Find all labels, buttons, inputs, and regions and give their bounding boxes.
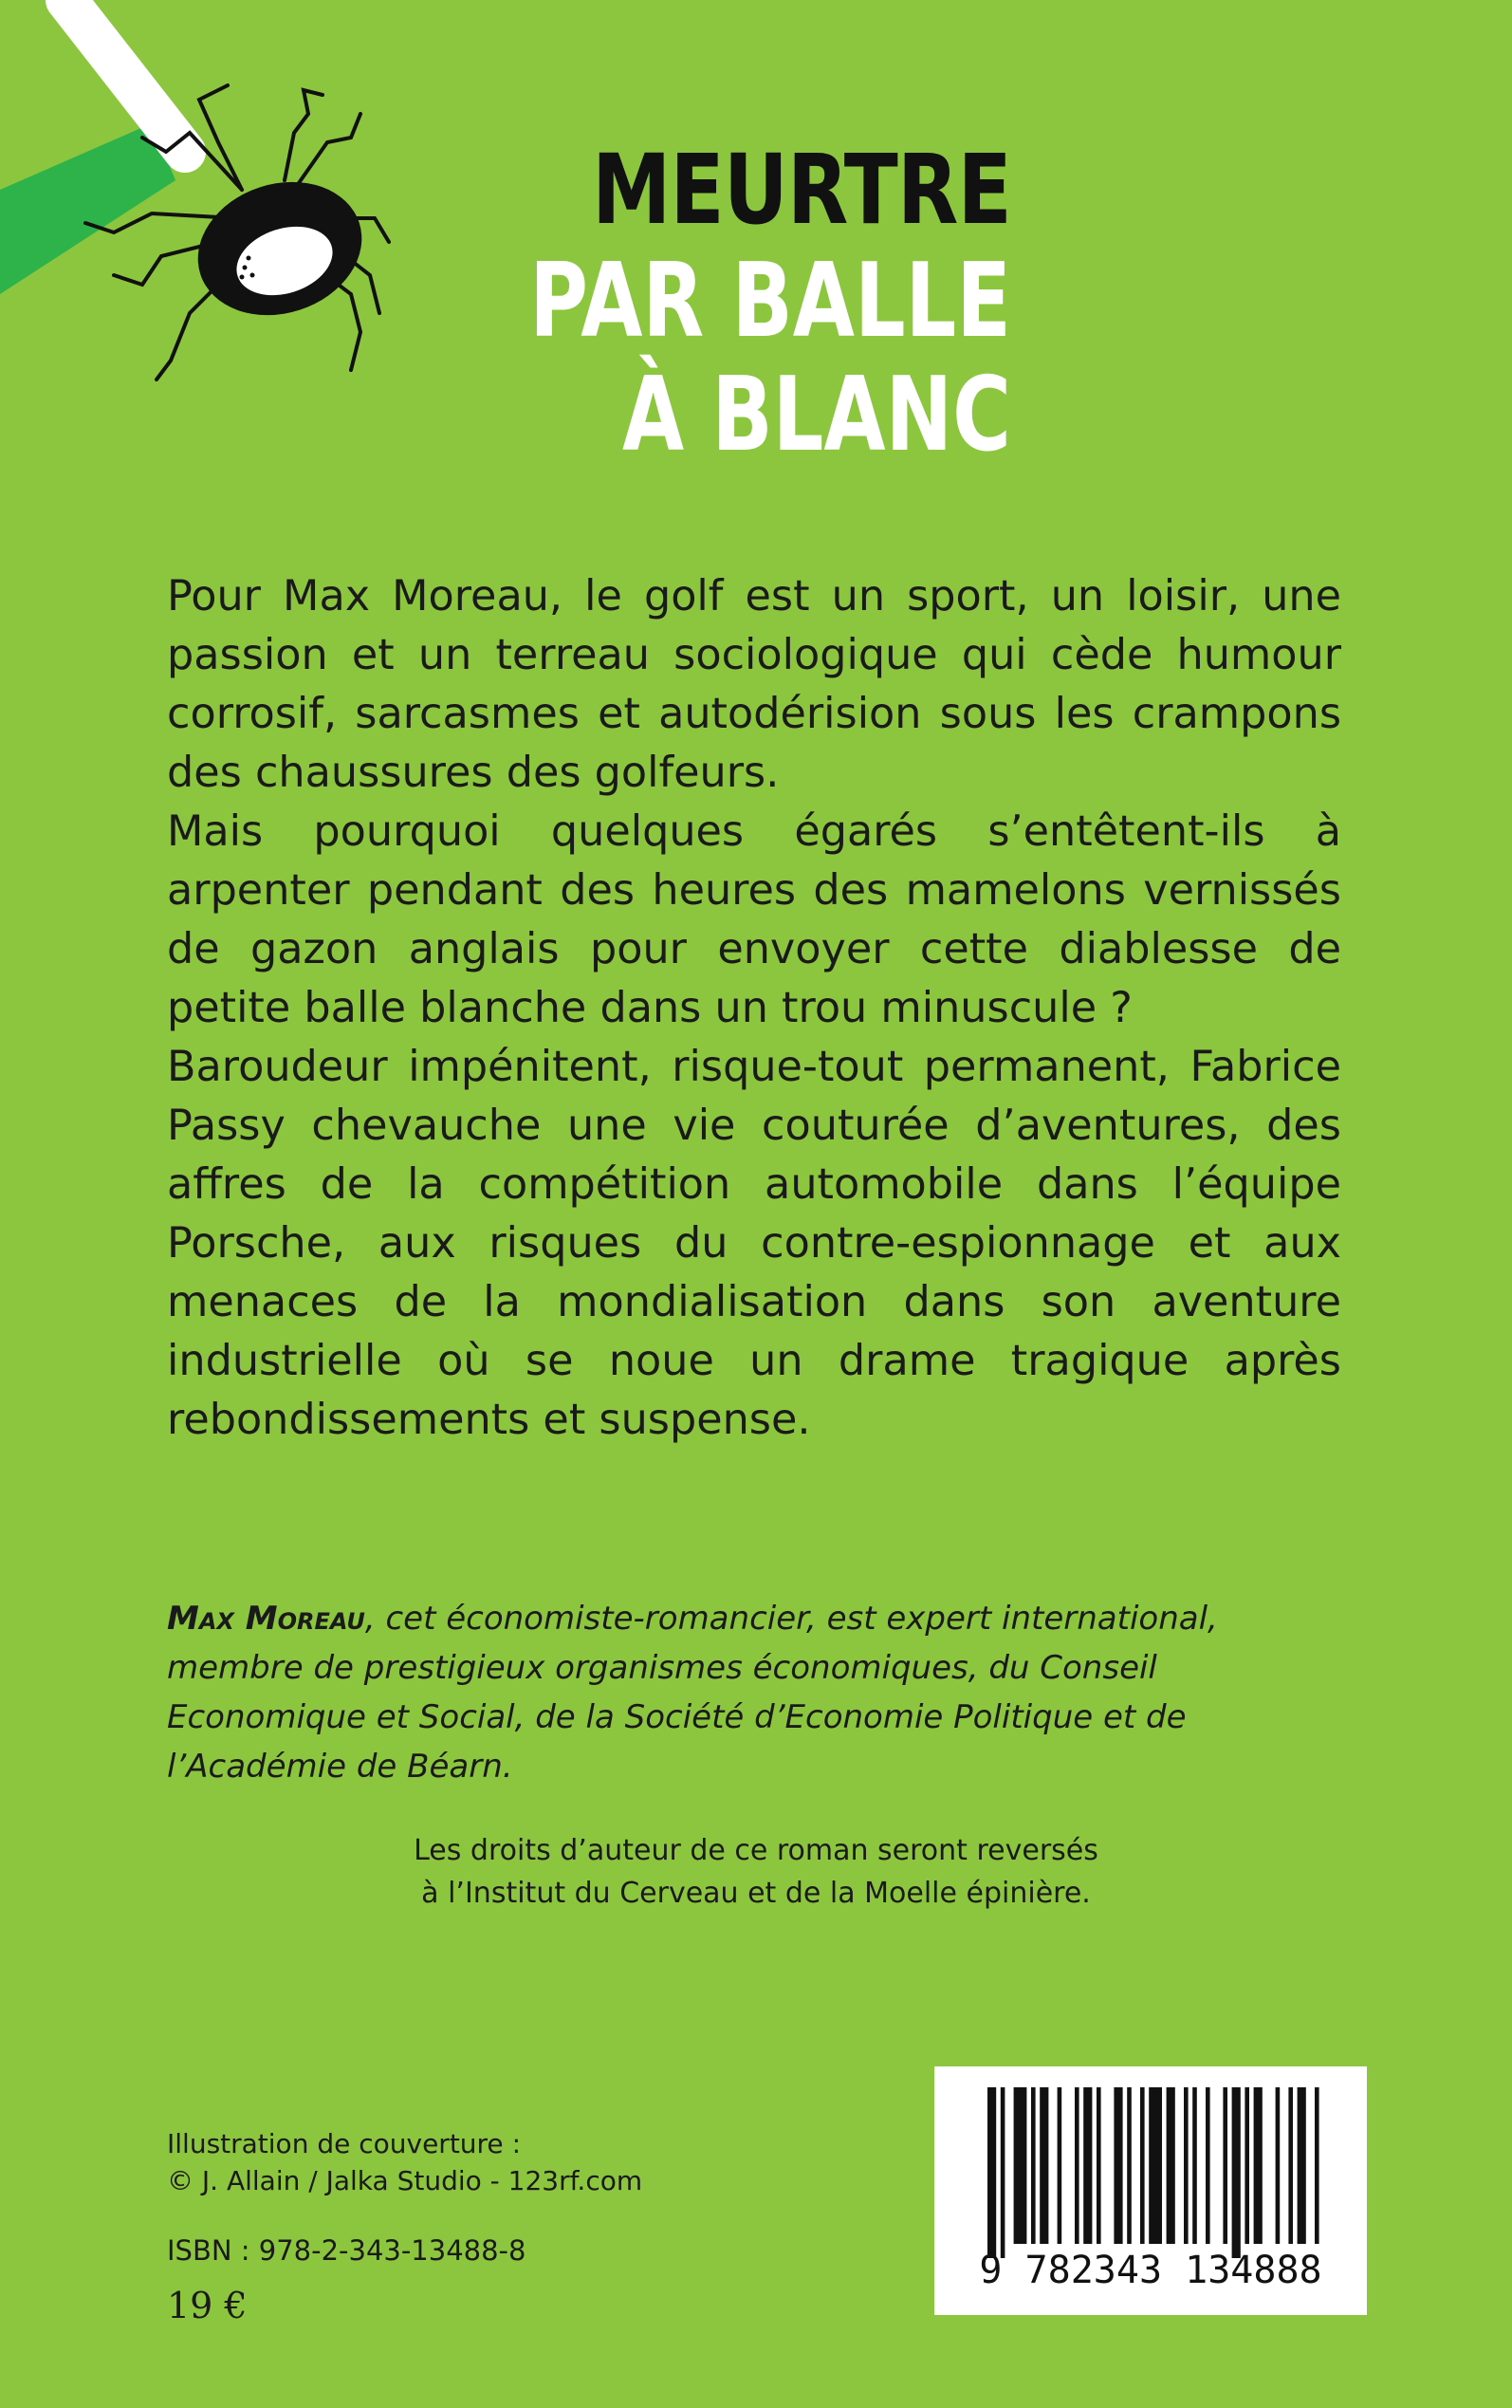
barcode-bar bbox=[987, 2087, 996, 2258]
barcode bbox=[934, 2066, 1367, 2315]
barcode-bar bbox=[1031, 2087, 1036, 2244]
barcode-bar bbox=[1206, 2087, 1210, 2244]
barcode-bar bbox=[1058, 2087, 1062, 2244]
barcode-bar bbox=[1097, 2087, 1101, 2244]
barcode-bar bbox=[1288, 2087, 1293, 2244]
barcode-bar bbox=[1315, 2087, 1319, 2244]
barcode-bar bbox=[1127, 2087, 1132, 2244]
rights-note bbox=[0, 1829, 1512, 1915]
barcode-bar bbox=[1298, 2087, 1306, 2244]
book-title bbox=[394, 134, 1011, 474]
credits-value: © J. Allain / Jalka Studio - 123rf.com bbox=[167, 2165, 643, 2196]
barcode-bar bbox=[1184, 2087, 1189, 2244]
barcode-bar bbox=[1167, 2087, 1175, 2244]
illustration-credits bbox=[167, 2125, 642, 2199]
price: 19 € bbox=[167, 2285, 248, 2326]
barcode-bar bbox=[1245, 2087, 1249, 2244]
barcode-bar bbox=[1083, 2087, 1092, 2244]
barcode-bar bbox=[1114, 2087, 1122, 2244]
blurb-paragraph-3: Baroudeur impénitent, risque-tout permanent, Fabrice Passy chevauche une vie couturée d’aventures, des affres de la compétition automobile dans l’équipe Porsche, aux risques du contre-espionnage et aux menaces de la mondialisation dans son aventure industrielle où se noue un drame tragique après rebondissements et suspense. bbox=[167, 1043, 1341, 1444]
title-line-2: PAR BALLE bbox=[529, 242, 1011, 361]
rights-line-1: Les droits d’auteur de ce roman seront reversés bbox=[414, 1834, 1098, 1867]
barcode-bar bbox=[1040, 2087, 1048, 2244]
barcode-bar bbox=[1192, 2087, 1197, 2244]
author-bio-text: , cet économiste-romancier, est expert international, membre de prestigieux organismes économiques, du Conseil Economique et Social, de la Société d’Economie Politique et de l’Académie de Béarn. bbox=[167, 1600, 1218, 1786]
blurb-paragraph-2: Mais pourquoi quelques égarés s’entêtent-ils à arpenter pendant des heures des mamelons vernissés de gazon anglais pour envoyer cette diablesse de petite balle blanche dans un trou minuscule ? bbox=[167, 807, 1341, 1032]
barcode-graphic bbox=[934, 2066, 1367, 2315]
barcode-digits: 9 782343 134888 bbox=[979, 2249, 1322, 2292]
barcode-bar bbox=[1276, 2087, 1281, 2244]
barcode-bar bbox=[1014, 2087, 1027, 2244]
title-line-1: MEURTRE bbox=[592, 134, 1011, 247]
barcode-bar bbox=[1001, 2087, 1005, 2258]
cover-illustration bbox=[0, 0, 398, 408]
blurb bbox=[167, 567, 1341, 1450]
green-stripe bbox=[0, 123, 175, 294]
isbn: ISBN : 978-2-343-13488-8 bbox=[167, 2234, 526, 2267]
barcode-bar bbox=[1254, 2087, 1263, 2244]
rights-line-2: à l’Institut du Cerveau et de la Moelle épinière. bbox=[421, 1877, 1091, 1910]
credits-label: Illustration de couverture : bbox=[167, 2128, 521, 2159]
barcode-bar bbox=[1140, 2087, 1145, 2244]
barcode-bar bbox=[1232, 2087, 1241, 2258]
blurb-paragraph-1: Pour Max Moreau, le golf est un sport, un loisir, une passion et un terreau sociologique qui cède humour corrosif, sarcasmes et autodérision sous les crampons des chaussures des golfeurs. bbox=[167, 572, 1341, 797]
title-line-3: À BLANC bbox=[622, 356, 1011, 474]
barcode-bar bbox=[1075, 2087, 1079, 2244]
barcode-bar bbox=[1149, 2087, 1162, 2244]
author-name: Max Moreau bbox=[167, 1600, 365, 1638]
author-bio bbox=[167, 1594, 1348, 1791]
club-shaft bbox=[66, 0, 185, 152]
barcode-bar bbox=[1223, 2087, 1227, 2244]
